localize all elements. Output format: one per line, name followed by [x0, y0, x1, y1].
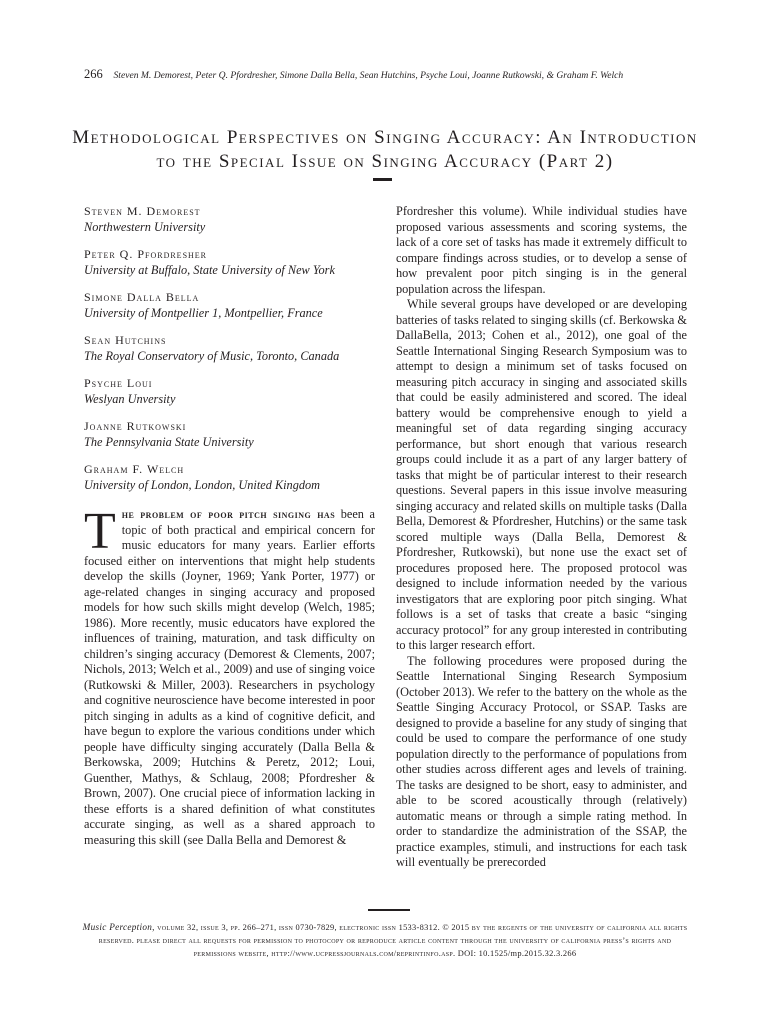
- lead-in-text: he problem of poor pitch singing has: [121, 507, 336, 521]
- author-affiliation: The Pennsylvania State University: [84, 434, 254, 449]
- author-name: Psyche Loui: [84, 376, 153, 390]
- article-title-line1: Methodological Perspectives on Singing Accuracy: An Introduction: [72, 127, 698, 148]
- author-name: Peter Q. Pfordresher: [84, 247, 208, 261]
- author-affiliation: The Royal Conservatory of Music, Toronto, Canada: [84, 348, 340, 363]
- author-affiliation: University of London, London, United Kingdom: [84, 477, 321, 492]
- author-block: [84, 290, 375, 321]
- author-name: Joanne Rutkowski: [84, 419, 187, 433]
- running-head-authors: Steven M. Demorest, Peter Q. Pfordresher, Simone Dalla Bella, Sean Hutchins, Psyche Loui, Joanne Rutkowski, & Graham F. Welch: [113, 70, 624, 81]
- author-name: Graham F. Welch: [84, 462, 185, 476]
- footer-citation: [80, 921, 690, 960]
- intro-paragraph: [84, 503, 375, 848]
- page-number: 266: [84, 67, 103, 81]
- author-affiliation: Northwestern University: [84, 219, 206, 234]
- author-block: [84, 247, 375, 278]
- author-name: Simone Dalla Bella: [84, 290, 200, 304]
- intro-body-text: been a topic of both practical and empirical concern for music educators for many years. Earlier efforts focused either on interventions that might help students develop the skills (Joyner, 1969; Yank Porter, 1977) or age-related changes in singing accuracy and proposed models for how such skills might develop (Welch, 1985; 1986). More recently, music educators have explored the influences of training, maturation, and task difficulty on children’s singing accuracy (Demorest & Clements, 2007; Nichols, 2013; Welch et al., 2009) and use of singing voice (Rutkowski & Miller, 2003). Researchers in psychology and cognitive neuroscience have become interested in poor pitch singing in adults as a kind of cognitive deficit, and have begun to explore the various conditions under which people have difficulty singing accurately (Dalla Bella & Berkowska, 2009; Hutchins & Peretz, 2012; Loui, Guenther, Mathys, & Schlaug, 2008; Pfordresher & Brown, 2007). One crucial piece of information lacking in these efforts is a shared definition of what constitutes accurate singing, as well as a shared approach to measuring this skill (see Dalla Bella and Demorest &: [84, 507, 375, 847]
- article-title-line2: to the Special Issue on Singing Accuracy (Part 2): [156, 151, 614, 172]
- running-head: [84, 67, 730, 82]
- author-name: Sean Hutchins: [84, 333, 167, 347]
- body-paragraph: Pfordresher this volume). While individual studies have proposed various assessments and scoring systems, the lack of a core set of tasks has made it extremely difficult to compare findings across studies, or to develop a sense of how prevalent poor pitch singing is in the general population across the lifespan.: [396, 204, 687, 296]
- body-paragraph: While several groups have developed or are developing batteries of tasks related to singing skills (cf. Berkowska & DallaBella, 2013; Cohen et al., 2012), one goal of the Seattle International Singing Research Symposium was to attempt to design a minimum set of tasks focused on measuring pitch accuracy in singing and associated skills that could be easily administered and scored. The ideal battery would be comprehensive enough to yield a meaningful set of data regarding singing accuracy performance, but short enough that various research groups could include it as a part of any larger battery of tasks that might be of particular interest to their research questions. Several papers in this issue involve measuring singing accuracy and related skills on multiple tasks (Dalla Bella, Demorest & Pfordresher, Hutchins) or the same task scored multiple ways (Dalla Bella, Demorest & Pfordresher, Rutkowski), but none use the exact set of procedures proposed here. The proposed protocol was designed to include information needed by the various investigators that are exploring poor pitch singing. What follows is a set of tasks that create a basic “singing accuracy protocol” for any group interested in contributing to this larger research effort.: [396, 297, 687, 652]
- right-column: [396, 204, 687, 871]
- author-name: Steven M. Demorest: [84, 204, 201, 218]
- author-affiliation: University at Buffalo, State University of New York: [84, 262, 335, 277]
- author-block: [84, 376, 375, 407]
- title-rule: [373, 178, 392, 181]
- author-block: [84, 204, 375, 235]
- body-paragraph: The following procedures were proposed during the Seattle International Singing Research Symposium (October 2013). We refer to the battery on the whole as the Seattle Singing Accuracy Protocol, or SSAP. Tasks are designed to provide a baseline for any study of singing that could be used to compare the performance of one study population directly to the performance of populations from other studies across different ages and levels of training. The tasks are designed to be short, easy to administer, and able to be scored acoustically through (relatively) automatic means or through a simple rating method. In order to standardize the administration of the SSAP, the practice examples, stimuli, and instructions for each task will eventually be prerecorded: [396, 653, 687, 869]
- author-affiliation: University of Montpellier 1, Montpellier, France: [84, 305, 323, 320]
- author-block: [84, 419, 375, 450]
- author-block: [84, 462, 375, 493]
- author-block: [84, 333, 375, 364]
- article-title: [60, 126, 710, 174]
- journal-name: Music Perception,: [82, 922, 155, 932]
- footer-rule: [368, 909, 410, 911]
- citation-text: volume 32, issue 3, pp. 266–271, issn 0730-7829, electronic issn 1533-8312. © 2015 by the regents of the university of california all rights reserved. please direct all requests for permission to photocopy or reproduce article content through the university of california press’s rights and permissions website, http://www.ucpressjournals.com/reprintinfo.asp.: [98, 923, 688, 958]
- doi-text: DOI: 10.1525/mp.2015.32.3.266: [455, 949, 577, 958]
- author-affiliation: Weslyan Unversity: [84, 391, 176, 406]
- left-column: [84, 204, 375, 848]
- drop-cap: T: [84, 503, 116, 560]
